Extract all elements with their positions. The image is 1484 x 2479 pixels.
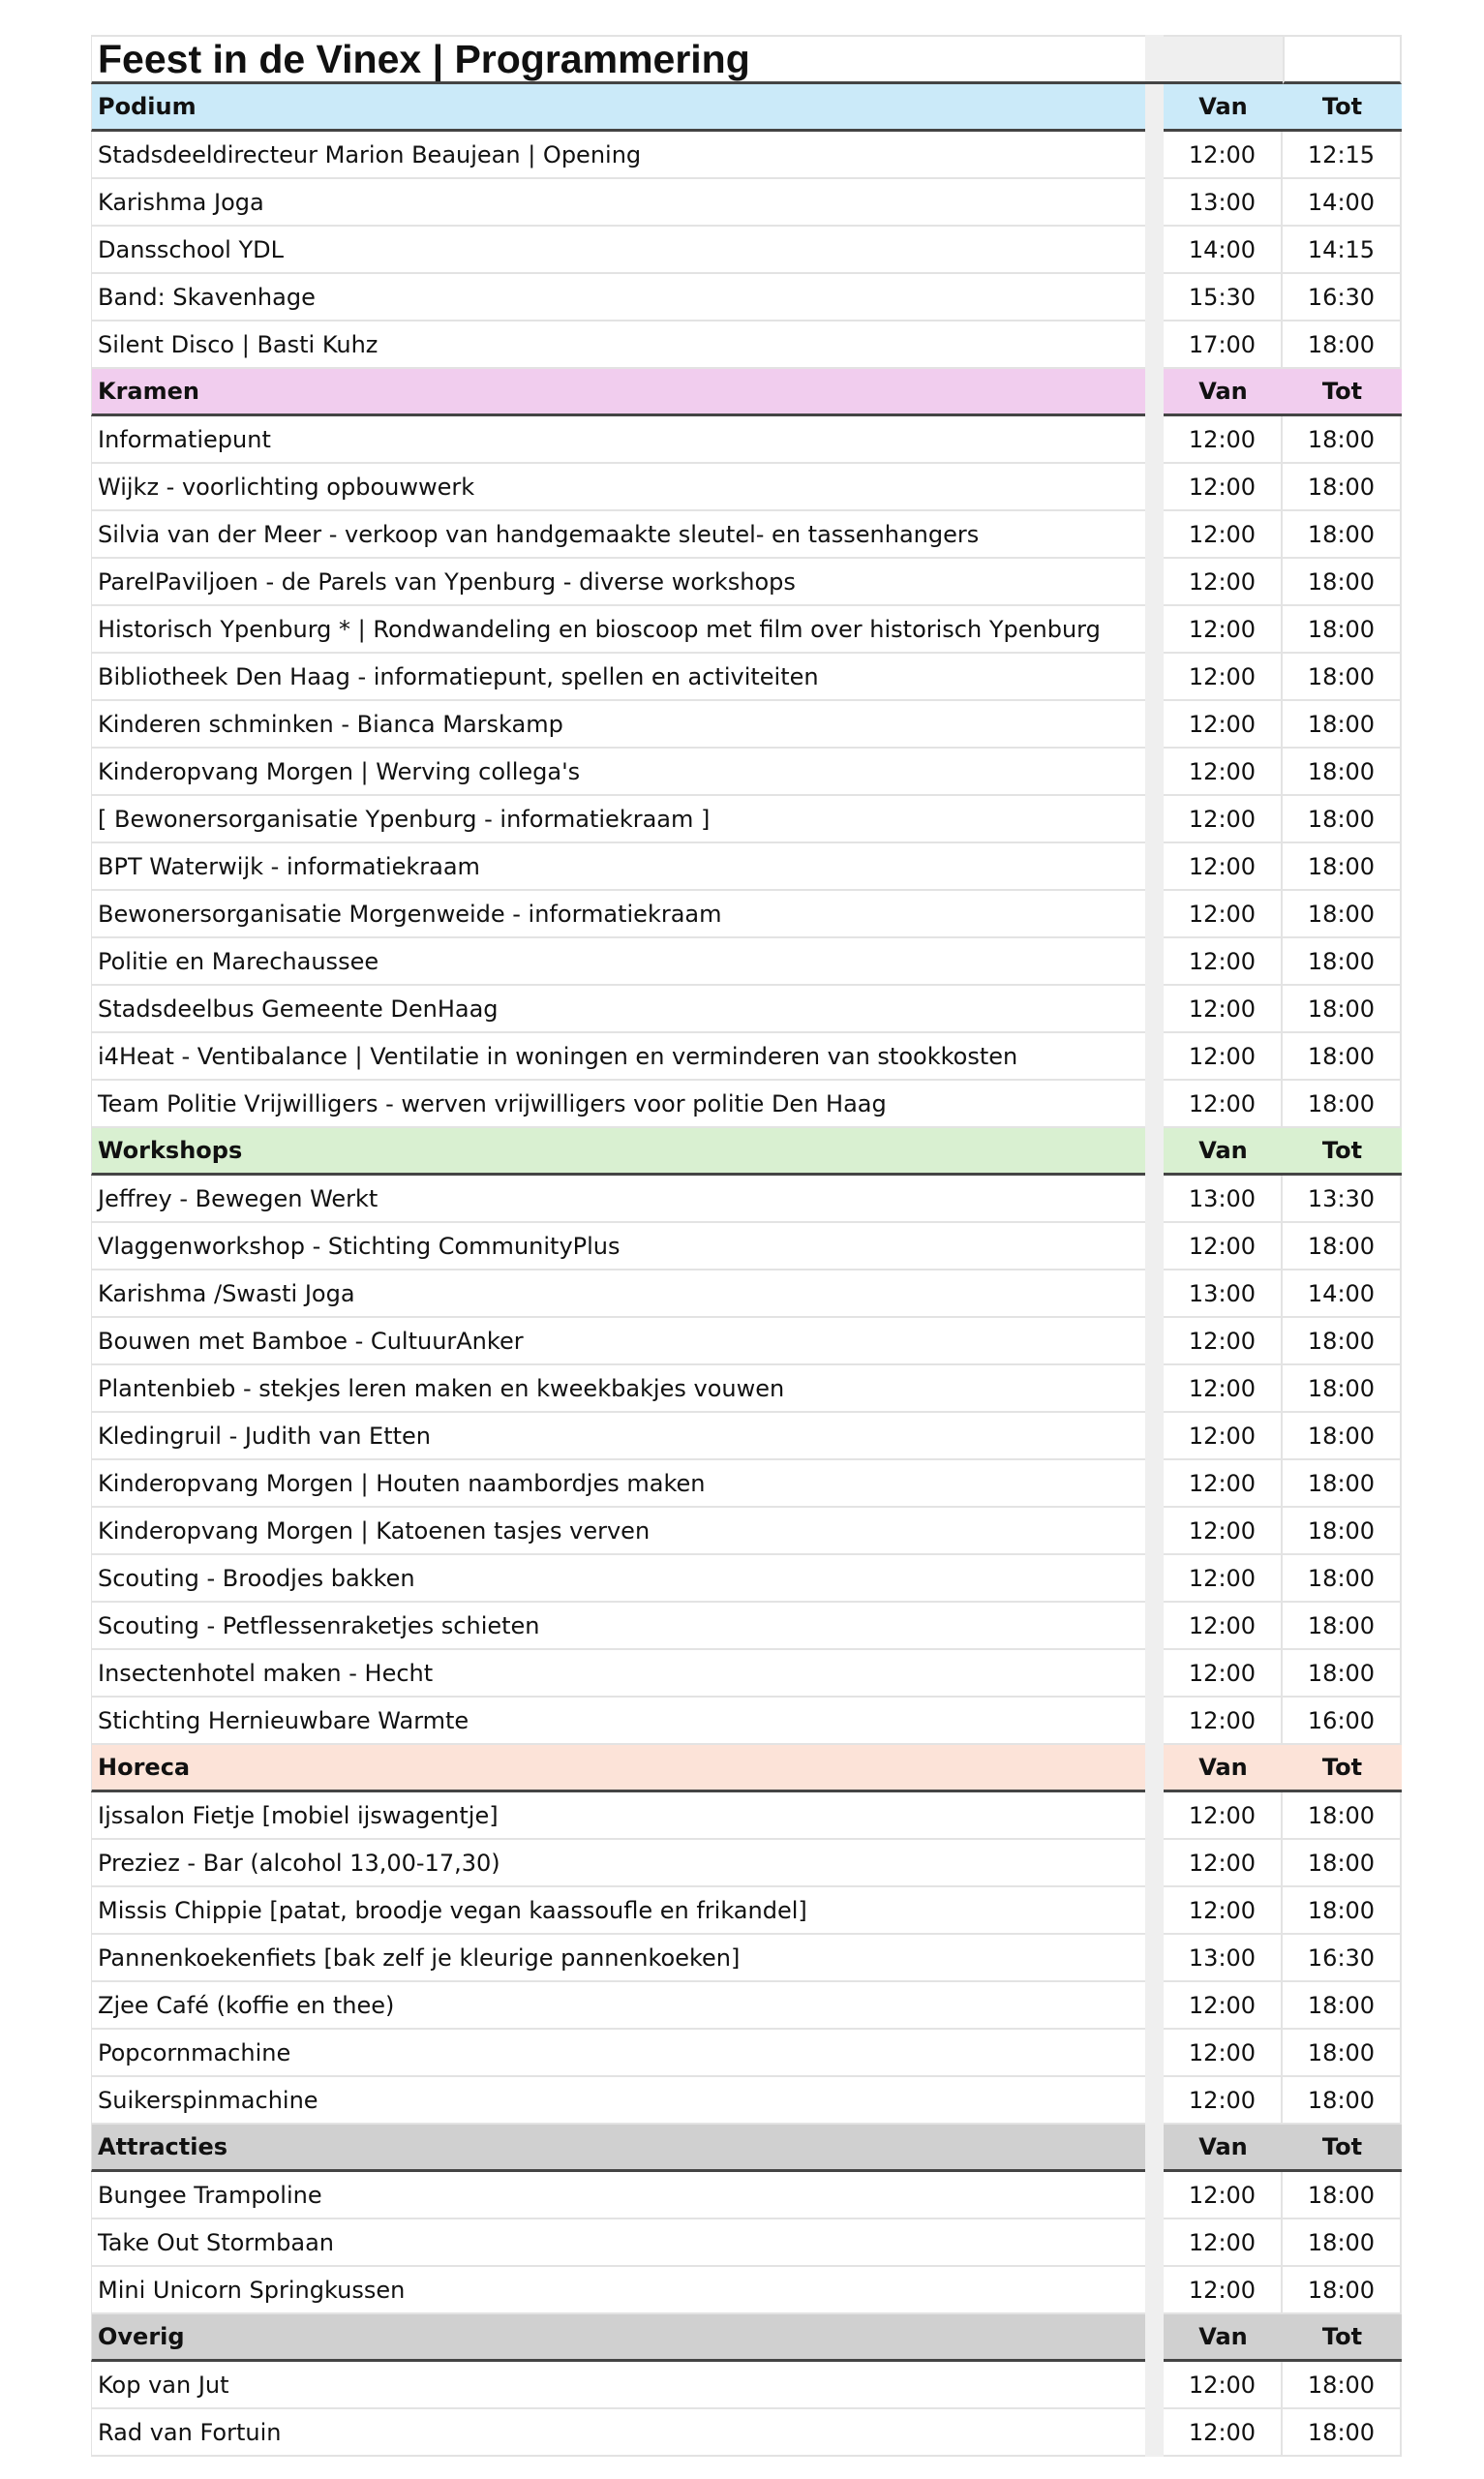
activity-name-cell[interactable]: Stichting Hernieuwbare Warmte	[91, 1698, 1145, 1745]
table-row	[91, 749, 1402, 796]
gap-cell	[1145, 2362, 1164, 2409]
section-title[interactable]: Horeca	[91, 1745, 1145, 1792]
activity-name-cell[interactable]: Suikerspinmachine	[91, 2077, 1145, 2125]
table-row	[91, 701, 1402, 749]
gap-cell	[1145, 1555, 1164, 1603]
column-header-van[interactable]: Van	[1164, 84, 1283, 132]
end-time-cell[interactable]: 14:00	[1283, 179, 1402, 227]
start-time-cell[interactable]: 12:00	[1164, 701, 1283, 749]
section-header-attracties	[91, 2125, 1402, 2172]
activity-name-cell[interactable]: Politie en Marechaussee	[91, 938, 1145, 986]
activity-name-cell[interactable]: Kinderen schminken - Bianca Marskamp	[91, 701, 1145, 749]
column-header-tot[interactable]: Tot	[1283, 2314, 1402, 2362]
section-header-podium	[91, 84, 1402, 132]
end-time-cell[interactable]: 18:00	[1283, 2219, 1402, 2267]
activity-name-cell[interactable]: Zjee Café (koffie en thee)	[91, 1982, 1145, 2030]
activity-name-cell[interactable]: ParelPaviljoen - de Parels van Ypenburg - diverse workshops	[91, 559, 1145, 606]
table-row	[91, 1413, 1402, 1460]
table-row	[91, 1555, 1402, 1603]
title-van-cell[interactable]	[1164, 35, 1283, 84]
start-time-cell[interactable]: 12:00	[1164, 2362, 1283, 2409]
gap-cell	[1145, 1033, 1164, 1081]
page-title[interactable]: Feest in de Vinex | Programmering	[91, 35, 1145, 84]
end-time-cell[interactable]: 18:00	[1283, 1223, 1402, 1270]
end-time-cell[interactable]: 18:00	[1283, 891, 1402, 938]
gap-cell	[1145, 938, 1164, 986]
activity-name-cell[interactable]: BPT Waterwijk - informatiekraam	[91, 843, 1145, 891]
end-time-cell[interactable]: 18:00	[1283, 2409, 1402, 2457]
start-time-cell[interactable]: 12:00	[1164, 1318, 1283, 1365]
end-time-cell[interactable]: 18:00	[1283, 2030, 1402, 2077]
gap-cell	[1145, 179, 1164, 227]
start-time-cell[interactable]: 12:00	[1164, 559, 1283, 606]
gap-cell	[1145, 1982, 1164, 2030]
gap-cell	[1145, 416, 1164, 464]
gap-cell	[1145, 2409, 1164, 2457]
gap-cell	[1145, 559, 1164, 606]
table-row	[91, 1840, 1402, 1887]
gap-cell	[1145, 1270, 1164, 1318]
start-time-cell[interactable]: 12:00	[1164, 654, 1283, 701]
end-time-cell[interactable]: 18:00	[1283, 321, 1402, 369]
activity-name-cell[interactable]: Missis Chippie [patat, broodje vegan kaassoufle en frikandel]	[91, 1887, 1145, 1935]
end-time-cell[interactable]: 18:00	[1283, 2172, 1402, 2219]
end-time-cell[interactable]: 18:00	[1283, 416, 1402, 464]
gap-cell	[1145, 891, 1164, 938]
table-row	[91, 1460, 1402, 1508]
activity-name-cell[interactable]: Bewonersorganisatie Morgenweide - informatiekraam	[91, 891, 1145, 938]
gap-cell	[1145, 1176, 1164, 1223]
gap-cell	[1145, 2172, 1164, 2219]
table-row	[91, 1318, 1402, 1365]
table-row	[91, 2409, 1402, 2457]
gap-cell	[1145, 606, 1164, 654]
end-time-cell[interactable]: 18:00	[1283, 1603, 1402, 1650]
activity-name-cell[interactable]: Team Politie Vrijwilligers - werven vrijwilligers voor politie Den Haag	[91, 1081, 1145, 1128]
gap-cell	[1145, 2125, 1164, 2172]
start-time-cell[interactable]: 12:00	[1164, 2172, 1283, 2219]
gap-cell	[1145, 1887, 1164, 1935]
end-time-cell[interactable]: 18:00	[1283, 1792, 1402, 1840]
table-row	[91, 2077, 1402, 2125]
activity-name-cell[interactable]: Scouting - Petflessenraketjes schieten	[91, 1603, 1145, 1650]
end-time-cell[interactable]: 18:00	[1283, 1982, 1402, 2030]
activity-name-cell[interactable]: Insectenhotel maken - Hecht	[91, 1650, 1145, 1698]
table-row	[91, 1935, 1402, 1982]
start-time-cell[interactable]: 12:00	[1164, 1365, 1283, 1413]
table-row	[91, 2362, 1402, 2409]
end-time-cell[interactable]: 18:00	[1283, 2077, 1402, 2125]
table-row	[91, 1176, 1402, 1223]
gap-cell	[1145, 1460, 1164, 1508]
activity-name-cell[interactable]: Stadsdeeldirecteur Marion Beaujean | Opening	[91, 132, 1145, 179]
table-row	[91, 1365, 1402, 1413]
activity-name-cell[interactable]: Jeffrey - Bewegen Werkt	[91, 1176, 1145, 1223]
table-row	[91, 179, 1402, 227]
end-time-cell[interactable]: 18:00	[1283, 1840, 1402, 1887]
end-time-cell[interactable]: 18:00	[1283, 1508, 1402, 1555]
activity-name-cell[interactable]: Informatiepunt	[91, 416, 1145, 464]
activity-name-cell[interactable]: Historisch Ypenburg * | Rondwandeling en bioscoop met film over historisch Ypenburg	[91, 606, 1145, 654]
start-time-cell[interactable]: 14:00	[1164, 227, 1283, 274]
end-time-cell[interactable]: 18:00	[1283, 559, 1402, 606]
start-time-cell[interactable]: 12:00	[1164, 749, 1283, 796]
activity-name-cell[interactable]: Karishma /Swasti Joga	[91, 1270, 1145, 1318]
table-row	[91, 1033, 1402, 1081]
end-time-cell[interactable]: 18:00	[1283, 1460, 1402, 1508]
table-row	[91, 2172, 1402, 2219]
title-tot-cell[interactable]	[1283, 35, 1402, 84]
start-time-cell[interactable]: 12:00	[1164, 1982, 1283, 2030]
start-time-cell[interactable]: 12:00	[1164, 1081, 1283, 1128]
end-time-cell[interactable]: 16:00	[1283, 1698, 1402, 1745]
start-time-cell[interactable]: 12:00	[1164, 132, 1283, 179]
start-time-cell[interactable]: 12:00	[1164, 986, 1283, 1033]
start-time-cell[interactable]: 12:00	[1164, 1603, 1283, 1650]
gap-cell	[1145, 749, 1164, 796]
activity-name-cell[interactable]: Kinderopvang Morgen | Werving collega's	[91, 749, 1145, 796]
start-time-cell[interactable]: 12:00	[1164, 2267, 1283, 2314]
end-time-cell[interactable]: 13:30	[1283, 1176, 1402, 1223]
gap-cell	[1145, 986, 1164, 1033]
column-header-tot[interactable]: Tot	[1283, 369, 1402, 416]
start-time-cell[interactable]: 12:00	[1164, 1413, 1283, 1460]
activity-name-cell[interactable]: Plantenbieb - stekjes leren maken en kweekbakjes vouwen	[91, 1365, 1145, 1413]
activity-name-cell[interactable]: Preziez - Bar (alcohol 13,00-17,30)	[91, 1840, 1145, 1887]
gap-cell	[1145, 227, 1164, 274]
start-time-cell[interactable]: 13:00	[1164, 1935, 1283, 1982]
gap-cell	[1145, 796, 1164, 843]
section-title[interactable]: Kramen	[91, 369, 1145, 416]
start-time-cell[interactable]: 12:00	[1164, 2030, 1283, 2077]
column-header-tot[interactable]: Tot	[1283, 1128, 1402, 1176]
start-time-cell[interactable]: 12:00	[1164, 1223, 1283, 1270]
column-header-tot[interactable]: Tot	[1283, 2125, 1402, 2172]
gap-cell	[1145, 1745, 1164, 1792]
end-time-cell[interactable]: 18:00	[1283, 2267, 1402, 2314]
start-time-cell[interactable]: 12:00	[1164, 1460, 1283, 1508]
section-header-overig	[91, 2314, 1402, 2362]
gap-cell	[1145, 701, 1164, 749]
column-header-van[interactable]: Van	[1164, 1128, 1283, 1176]
gap-cell	[1145, 321, 1164, 369]
gap-cell	[1145, 1365, 1164, 1413]
table-row	[91, 1698, 1402, 1745]
table-row	[91, 132, 1402, 179]
gap-cell	[1145, 654, 1164, 701]
section-title[interactable]: Workshops	[91, 1128, 1145, 1176]
gap-cell	[1145, 1792, 1164, 1840]
table-row	[91, 654, 1402, 701]
gap-cell	[1145, 1650, 1164, 1698]
end-time-cell[interactable]: 18:00	[1283, 986, 1402, 1033]
table-row	[91, 796, 1402, 843]
table-row	[91, 1081, 1402, 1128]
gap-cell	[1145, 1698, 1164, 1745]
table-row	[91, 1270, 1402, 1318]
start-time-cell[interactable]: 12:00	[1164, 511, 1283, 559]
end-time-cell[interactable]: 18:00	[1283, 796, 1402, 843]
gap-cell	[1145, 1935, 1164, 1982]
gap-cell	[1145, 1603, 1164, 1650]
start-time-cell[interactable]: 12:00	[1164, 796, 1283, 843]
table-row	[91, 606, 1402, 654]
start-time-cell[interactable]: 15:30	[1164, 274, 1283, 321]
activity-name-cell[interactable]: Stadsdeelbus Gemeente DenHaag	[91, 986, 1145, 1033]
activity-name-cell[interactable]: Kinderopvang Morgen | Houten naambordjes maken	[91, 1460, 1145, 1508]
column-header-van[interactable]: Van	[1164, 2314, 1283, 2362]
activity-name-cell[interactable]: Popcornmachine	[91, 2030, 1145, 2077]
start-time-cell[interactable]: 12:00	[1164, 464, 1283, 511]
activity-name-cell[interactable]: Band: Skavenhage	[91, 274, 1145, 321]
gap-cell	[1145, 132, 1164, 179]
gap-cell	[1145, 1081, 1164, 1128]
end-time-cell[interactable]: 18:00	[1283, 843, 1402, 891]
end-time-cell[interactable]: 18:00	[1283, 1033, 1402, 1081]
end-time-cell[interactable]: 18:00	[1283, 2362, 1402, 2409]
end-time-cell[interactable]: 18:00	[1283, 1555, 1402, 1603]
start-time-cell[interactable]: 13:00	[1164, 179, 1283, 227]
activity-name-cell[interactable]: Kop van Jut	[91, 2362, 1145, 2409]
activity-name-cell[interactable]: [ Bewonersorganisatie Ypenburg - informatiekraam ]	[91, 796, 1145, 843]
table-row	[91, 321, 1402, 369]
end-time-cell[interactable]: 18:00	[1283, 1318, 1402, 1365]
start-time-cell[interactable]: 12:00	[1164, 1508, 1283, 1555]
end-time-cell[interactable]: 18:00	[1283, 701, 1402, 749]
title-row	[91, 35, 1402, 84]
activity-name-cell[interactable]: Silvia van der Meer - verkoop van handgemaakte sleutel- en tassenhangers	[91, 511, 1145, 559]
end-time-cell[interactable]: 18:00	[1283, 511, 1402, 559]
gap-cell	[1145, 2267, 1164, 2314]
gap-cell	[1145, 2314, 1164, 2362]
activity-name-cell[interactable]: Silent Disco | Basti Kuhz	[91, 321, 1145, 369]
gap-cell	[1145, 1413, 1164, 1460]
end-time-cell[interactable]: 18:00	[1283, 1365, 1402, 1413]
end-time-cell[interactable]: 16:30	[1283, 1935, 1402, 1982]
start-time-cell[interactable]: 12:00	[1164, 1555, 1283, 1603]
end-time-cell[interactable]: 18:00	[1283, 1650, 1402, 1698]
start-time-cell[interactable]: 12:00	[1164, 416, 1283, 464]
schedule-sheet	[91, 35, 1402, 2457]
start-time-cell[interactable]: 12:00	[1164, 1698, 1283, 1745]
end-time-cell[interactable]: 18:00	[1283, 654, 1402, 701]
section-header-kramen	[91, 369, 1402, 416]
end-time-cell[interactable]: 18:00	[1283, 1081, 1402, 1128]
start-time-cell[interactable]: 17:00	[1164, 321, 1283, 369]
column-header-tot[interactable]: Tot	[1283, 1745, 1402, 1792]
gap-cell	[1145, 2077, 1164, 2125]
gap-cell	[1145, 2219, 1164, 2267]
start-time-cell[interactable]: 13:00	[1164, 1270, 1283, 1318]
start-time-cell[interactable]: 12:00	[1164, 1887, 1283, 1935]
gap-cell	[1145, 1508, 1164, 1555]
activity-name-cell[interactable]: Bibliotheek Den Haag - informatiepunt, spellen en activiteiten	[91, 654, 1145, 701]
end-time-cell[interactable]: 18:00	[1283, 1413, 1402, 1460]
table-row	[91, 1982, 1402, 2030]
end-time-cell[interactable]: 16:30	[1283, 274, 1402, 321]
gap-cell	[1145, 511, 1164, 559]
table-row	[91, 1792, 1402, 1840]
column-header-tot[interactable]: Tot	[1283, 84, 1402, 132]
start-time-cell[interactable]: 12:00	[1164, 606, 1283, 654]
activity-name-cell[interactable]: Karishma Joga	[91, 179, 1145, 227]
table-row	[91, 843, 1402, 891]
activity-name-cell[interactable]: Kledingruil - Judith van Etten	[91, 1413, 1145, 1460]
end-time-cell[interactable]: 14:00	[1283, 1270, 1402, 1318]
section-title[interactable]: Podium	[91, 84, 1145, 132]
table-row	[91, 2267, 1402, 2314]
gap-cell	[1145, 1840, 1164, 1887]
table-row	[91, 1887, 1402, 1935]
gap-cell	[1145, 2030, 1164, 2077]
table-row	[91, 464, 1402, 511]
start-time-cell[interactable]: 12:00	[1164, 1650, 1283, 1698]
table-row	[91, 1223, 1402, 1270]
activity-name-cell[interactable]: i4Heat - Ventibalance | Ventilatie in woningen en verminderen van stookkosten	[91, 1033, 1145, 1081]
start-time-cell[interactable]: 12:00	[1164, 2077, 1283, 2125]
gap-cell	[1145, 1128, 1164, 1176]
end-time-cell[interactable]: 18:00	[1283, 749, 1402, 796]
start-time-cell[interactable]: 12:00	[1164, 1792, 1283, 1840]
start-time-cell[interactable]: 12:00	[1164, 843, 1283, 891]
activity-name-cell[interactable]: Bungee Trampoline	[91, 2172, 1145, 2219]
start-time-cell[interactable]: 12:00	[1164, 2219, 1283, 2267]
column-header-van[interactable]: Van	[1164, 369, 1283, 416]
start-time-cell[interactable]: 13:00	[1164, 1176, 1283, 1223]
activity-name-cell[interactable]: Pannenkoekenfiets [bak zelf je kleurige pannenkoeken]	[91, 1935, 1145, 1982]
section-header-horeca	[91, 1745, 1402, 1792]
gap-cell	[1145, 35, 1164, 84]
table-row	[91, 416, 1402, 464]
activity-name-cell[interactable]: Rad van Fortuin	[91, 2409, 1145, 2457]
start-time-cell[interactable]: 12:00	[1164, 938, 1283, 986]
table-row	[91, 2219, 1402, 2267]
table-row	[91, 1508, 1402, 1555]
table-row	[91, 274, 1402, 321]
table-row	[91, 1650, 1402, 1698]
gap-cell	[1145, 464, 1164, 511]
section-title[interactable]: Attracties	[91, 2125, 1145, 2172]
table-row	[91, 986, 1402, 1033]
column-header-van[interactable]: Van	[1164, 1745, 1283, 1792]
section-title[interactable]: Overig	[91, 2314, 1145, 2362]
end-time-cell[interactable]: 18:00	[1283, 606, 1402, 654]
activity-name-cell[interactable]: Bouwen met Bamboe - CultuurAnker	[91, 1318, 1145, 1365]
gap-cell	[1145, 1318, 1164, 1365]
table-row	[91, 511, 1402, 559]
activity-name-cell[interactable]: Ijssalon Fietje [mobiel ijswagentje]	[91, 1792, 1145, 1840]
table-row	[91, 938, 1402, 986]
table-row	[91, 891, 1402, 938]
activity-name-cell[interactable]: Take Out Stormbaan	[91, 2219, 1145, 2267]
gap-cell	[1145, 843, 1164, 891]
gap-cell	[1145, 369, 1164, 416]
table-row	[91, 559, 1402, 606]
end-time-cell[interactable]: 14:15	[1283, 227, 1402, 274]
gap-cell	[1145, 1223, 1164, 1270]
gap-cell	[1145, 274, 1164, 321]
activity-name-cell[interactable]: Vlaggenworkshop - Stichting CommunityPlus	[91, 1223, 1145, 1270]
activity-name-cell[interactable]: Kinderopvang Morgen | Katoenen tasjes verven	[91, 1508, 1145, 1555]
start-time-cell[interactable]: 12:00	[1164, 891, 1283, 938]
end-time-cell[interactable]: 18:00	[1283, 464, 1402, 511]
activity-name-cell[interactable]: Dansschool YDL	[91, 227, 1145, 274]
sections-container	[91, 84, 1402, 2457]
activity-name-cell[interactable]: Mini Unicorn Springkussen	[91, 2267, 1145, 2314]
end-time-cell[interactable]: 18:00	[1283, 1887, 1402, 1935]
section-header-workshops	[91, 1128, 1402, 1176]
activity-name-cell[interactable]: Wijkz - voorlichting opbouwwerk	[91, 464, 1145, 511]
column-header-van[interactable]: Van	[1164, 2125, 1283, 2172]
end-time-cell[interactable]: 12:15	[1283, 132, 1402, 179]
start-time-cell[interactable]: 12:00	[1164, 2409, 1283, 2457]
activity-name-cell[interactable]: Scouting - Broodjes bakken	[91, 1555, 1145, 1603]
end-time-cell[interactable]: 18:00	[1283, 938, 1402, 986]
start-time-cell[interactable]: 12:00	[1164, 1840, 1283, 1887]
start-time-cell[interactable]: 12:00	[1164, 1033, 1283, 1081]
table-row	[91, 2030, 1402, 2077]
gap-cell	[1145, 84, 1164, 132]
table-row	[91, 1603, 1402, 1650]
table-row	[91, 227, 1402, 274]
